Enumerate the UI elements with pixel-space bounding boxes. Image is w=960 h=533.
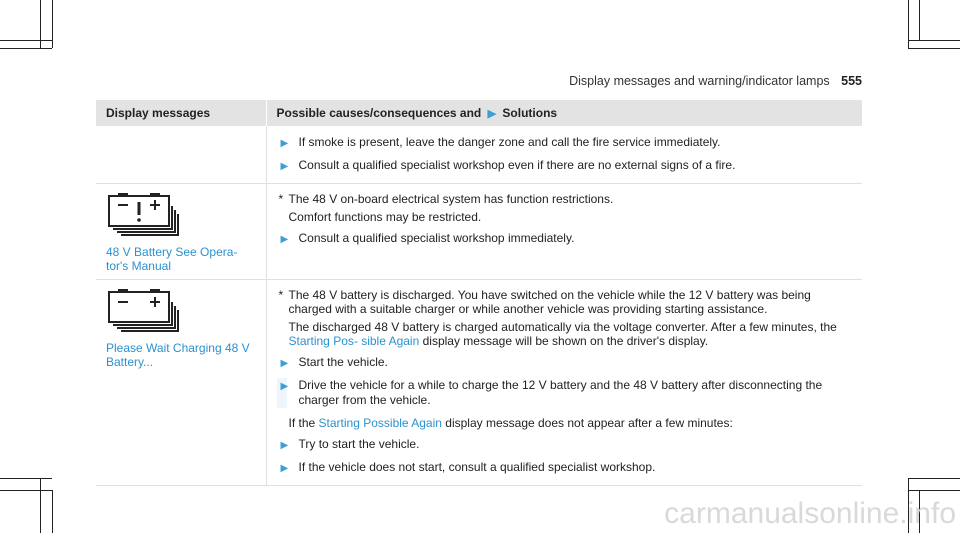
message-label: Please Wait Charging 48 V Battery... [106, 341, 250, 369]
step-arrow-icon: ▶ [280, 234, 289, 245]
step-arrow-icon: ▶ [280, 161, 289, 172]
crop-mark [908, 40, 960, 41]
page-number: 555 [841, 74, 862, 88]
step-arrow-icon: ▶ [280, 138, 289, 149]
message-label: 48 V Battery See Opera- tor's Manual [106, 245, 238, 273]
solution-step: ▶ If smoke is present, leave the danger zone and call the fire service immediately. [280, 135, 721, 149]
row2-message-cell [96, 184, 266, 280]
solution-step: ▶ Consult a qualified specialist workshop immediately. [280, 231, 575, 245]
solution-step: ▶ Drive the vehicle for a while to charge the 12 V battery and the 48 V battery after disconnecting the charger from the vehicle. [277, 378, 853, 408]
paragraph: Comfort functions may be restricted. [288, 210, 482, 224]
battery-icon [106, 288, 256, 337]
header-title: Display messages and warning/indicator lamps [569, 74, 830, 88]
solution-step: ▶ Start the vehicle. [280, 355, 388, 369]
step-arrow-icon: ▶ [280, 381, 289, 392]
row1-message-cell [96, 126, 266, 184]
row2-solutions-cell [266, 184, 862, 280]
row3-message-cell [96, 280, 266, 486]
solution-arrow-icon: ▶ [487, 108, 497, 120]
table-row [96, 126, 862, 184]
note-text: * The 48 V battery is discharged. You have switched on the vehicle while the 12 V battery was being charged with a suitable charger or while another vehicle was providing starting assistance. [278, 288, 811, 316]
display-messages-table [96, 100, 862, 486]
crop-mark [0, 40, 52, 41]
solution-step: ▶ If the vehicle does not start, consult a qualified specialist workshop. [280, 460, 656, 474]
crop-mark [919, 0, 920, 40]
starting-possible-again-link[interactable]: Starting Possible Again [318, 416, 442, 430]
note-text: * The 48 V on-board electrical system has function restrictions. [278, 192, 614, 206]
crop-mark [52, 490, 53, 533]
step-arrow-icon: ▶ [280, 440, 289, 451]
header-solutions-text: Solutions [502, 106, 558, 120]
battery-warning-icon [106, 192, 256, 241]
column-header-solutions [266, 100, 862, 126]
crop-mark [0, 48, 52, 49]
crop-mark [908, 490, 960, 491]
column-header-display-messages: Display messages [96, 100, 266, 126]
crop-mark [0, 478, 52, 479]
table-row [96, 184, 862, 280]
table-header-row [96, 100, 862, 126]
header-causes-text: Possible causes/consequences and [276, 106, 482, 120]
table-row [96, 280, 862, 486]
starting-possible-again-link[interactable]: Starting Pos- sible Again [288, 334, 420, 348]
step-arrow-icon: ▶ [280, 463, 289, 474]
solution-step: ▶ Consult a qualified specialist workshop even if there are no external signs of a fire. [280, 158, 736, 172]
solution-step: ▶ Try to start the vehicle. [280, 437, 420, 451]
crop-mark [0, 490, 52, 491]
crop-mark [908, 48, 960, 49]
paragraph: If the Starting Possible Again display message does not appear after a few minutes: [288, 416, 733, 430]
row1-solutions-cell [266, 126, 862, 184]
row3-solutions-cell [266, 280, 862, 486]
crop-mark [908, 478, 960, 479]
step-arrow-icon: ▶ [280, 358, 289, 369]
page-header [569, 74, 862, 88]
crop-mark [52, 0, 53, 48]
watermark: carmanualsonline.info [664, 497, 956, 530]
paragraph: The discharged 48 V battery is charged automatically via the voltage converter. After a few minutes, the Starting Pos- sible Again display message will be shown on the driver's display. [288, 320, 837, 348]
crop-mark [40, 478, 41, 533]
